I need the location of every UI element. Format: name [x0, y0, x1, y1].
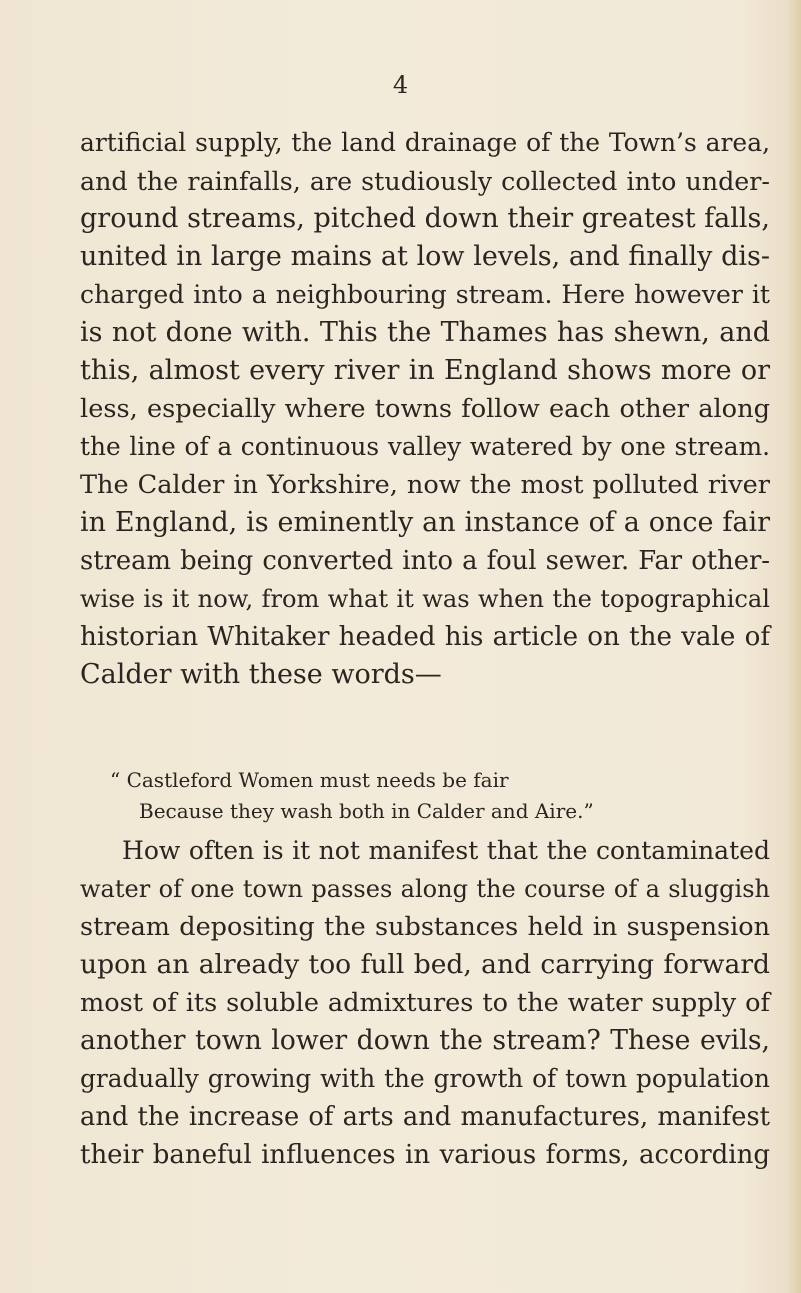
quote-line: Because they wash both in Calder and Aire.”: [139, 799, 594, 823]
text-line: this, almost every river in England shows more or: [80, 355, 770, 386]
text-line: in England, is eminently an instance of a once fair: [80, 507, 770, 538]
text-line: Calder with these words—: [80, 659, 442, 690]
paragraph-1: [80, 124, 770, 694]
text-line: less, especially where towns follow each other along: [80, 394, 770, 424]
paragraph-2: [80, 832, 770, 1174]
text-line: historian Whitaker headed his article on the vale of: [80, 622, 770, 652]
text-line: ground streams, pitched down their greatest falls,: [80, 203, 770, 234]
text-line: gradually growing with the growth of town population: [80, 1064, 770, 1093]
text-line: upon an already too full bed, and carrying forward: [80, 949, 770, 980]
text-line: water of one town passes along the course of a sluggish: [80, 875, 770, 903]
text-line: most of its soluble admixtures to the water supply of: [80, 988, 770, 1018]
text-line: How often is it not manifest that the contaminated: [122, 836, 770, 865]
page-edge-shadow: [787, 0, 801, 1293]
text-line: their baneful influences in various forms, according: [80, 1140, 770, 1170]
text-line: charged into a neighbouring stream. Here however it: [80, 280, 770, 309]
text-line: another town lower down the stream? These evils,: [80, 1025, 770, 1056]
text-line: stream depositing the substances held in suspension: [80, 912, 770, 942]
text-line: united in large mains at low levels, and finally dis-: [80, 241, 770, 272]
text-line: The Calder in Yorkshire, now the most polluted river: [80, 470, 770, 500]
text-line: stream being converted into a foul sewer. Far other-: [80, 546, 770, 576]
quote-line: “ Castleford Women must needs be fair: [110, 768, 509, 792]
text-line: wise is it now, from what it was when the topographical: [80, 585, 770, 613]
text-line: and the increase of arts and manufactures, manifest: [80, 1102, 770, 1132]
text-line: and the rainfalls, are studiously collected into under-: [80, 166, 770, 196]
text-line: artificial supply, the land drainage of the Town’s area,: [80, 128, 770, 157]
page-number: 4: [392, 71, 409, 99]
verse-quotation: [80, 765, 770, 827]
text-line: the line of a continuous valley watered by one stream.: [80, 432, 770, 461]
text-line: is not done with. This the Thames has shewn, and: [80, 317, 770, 348]
